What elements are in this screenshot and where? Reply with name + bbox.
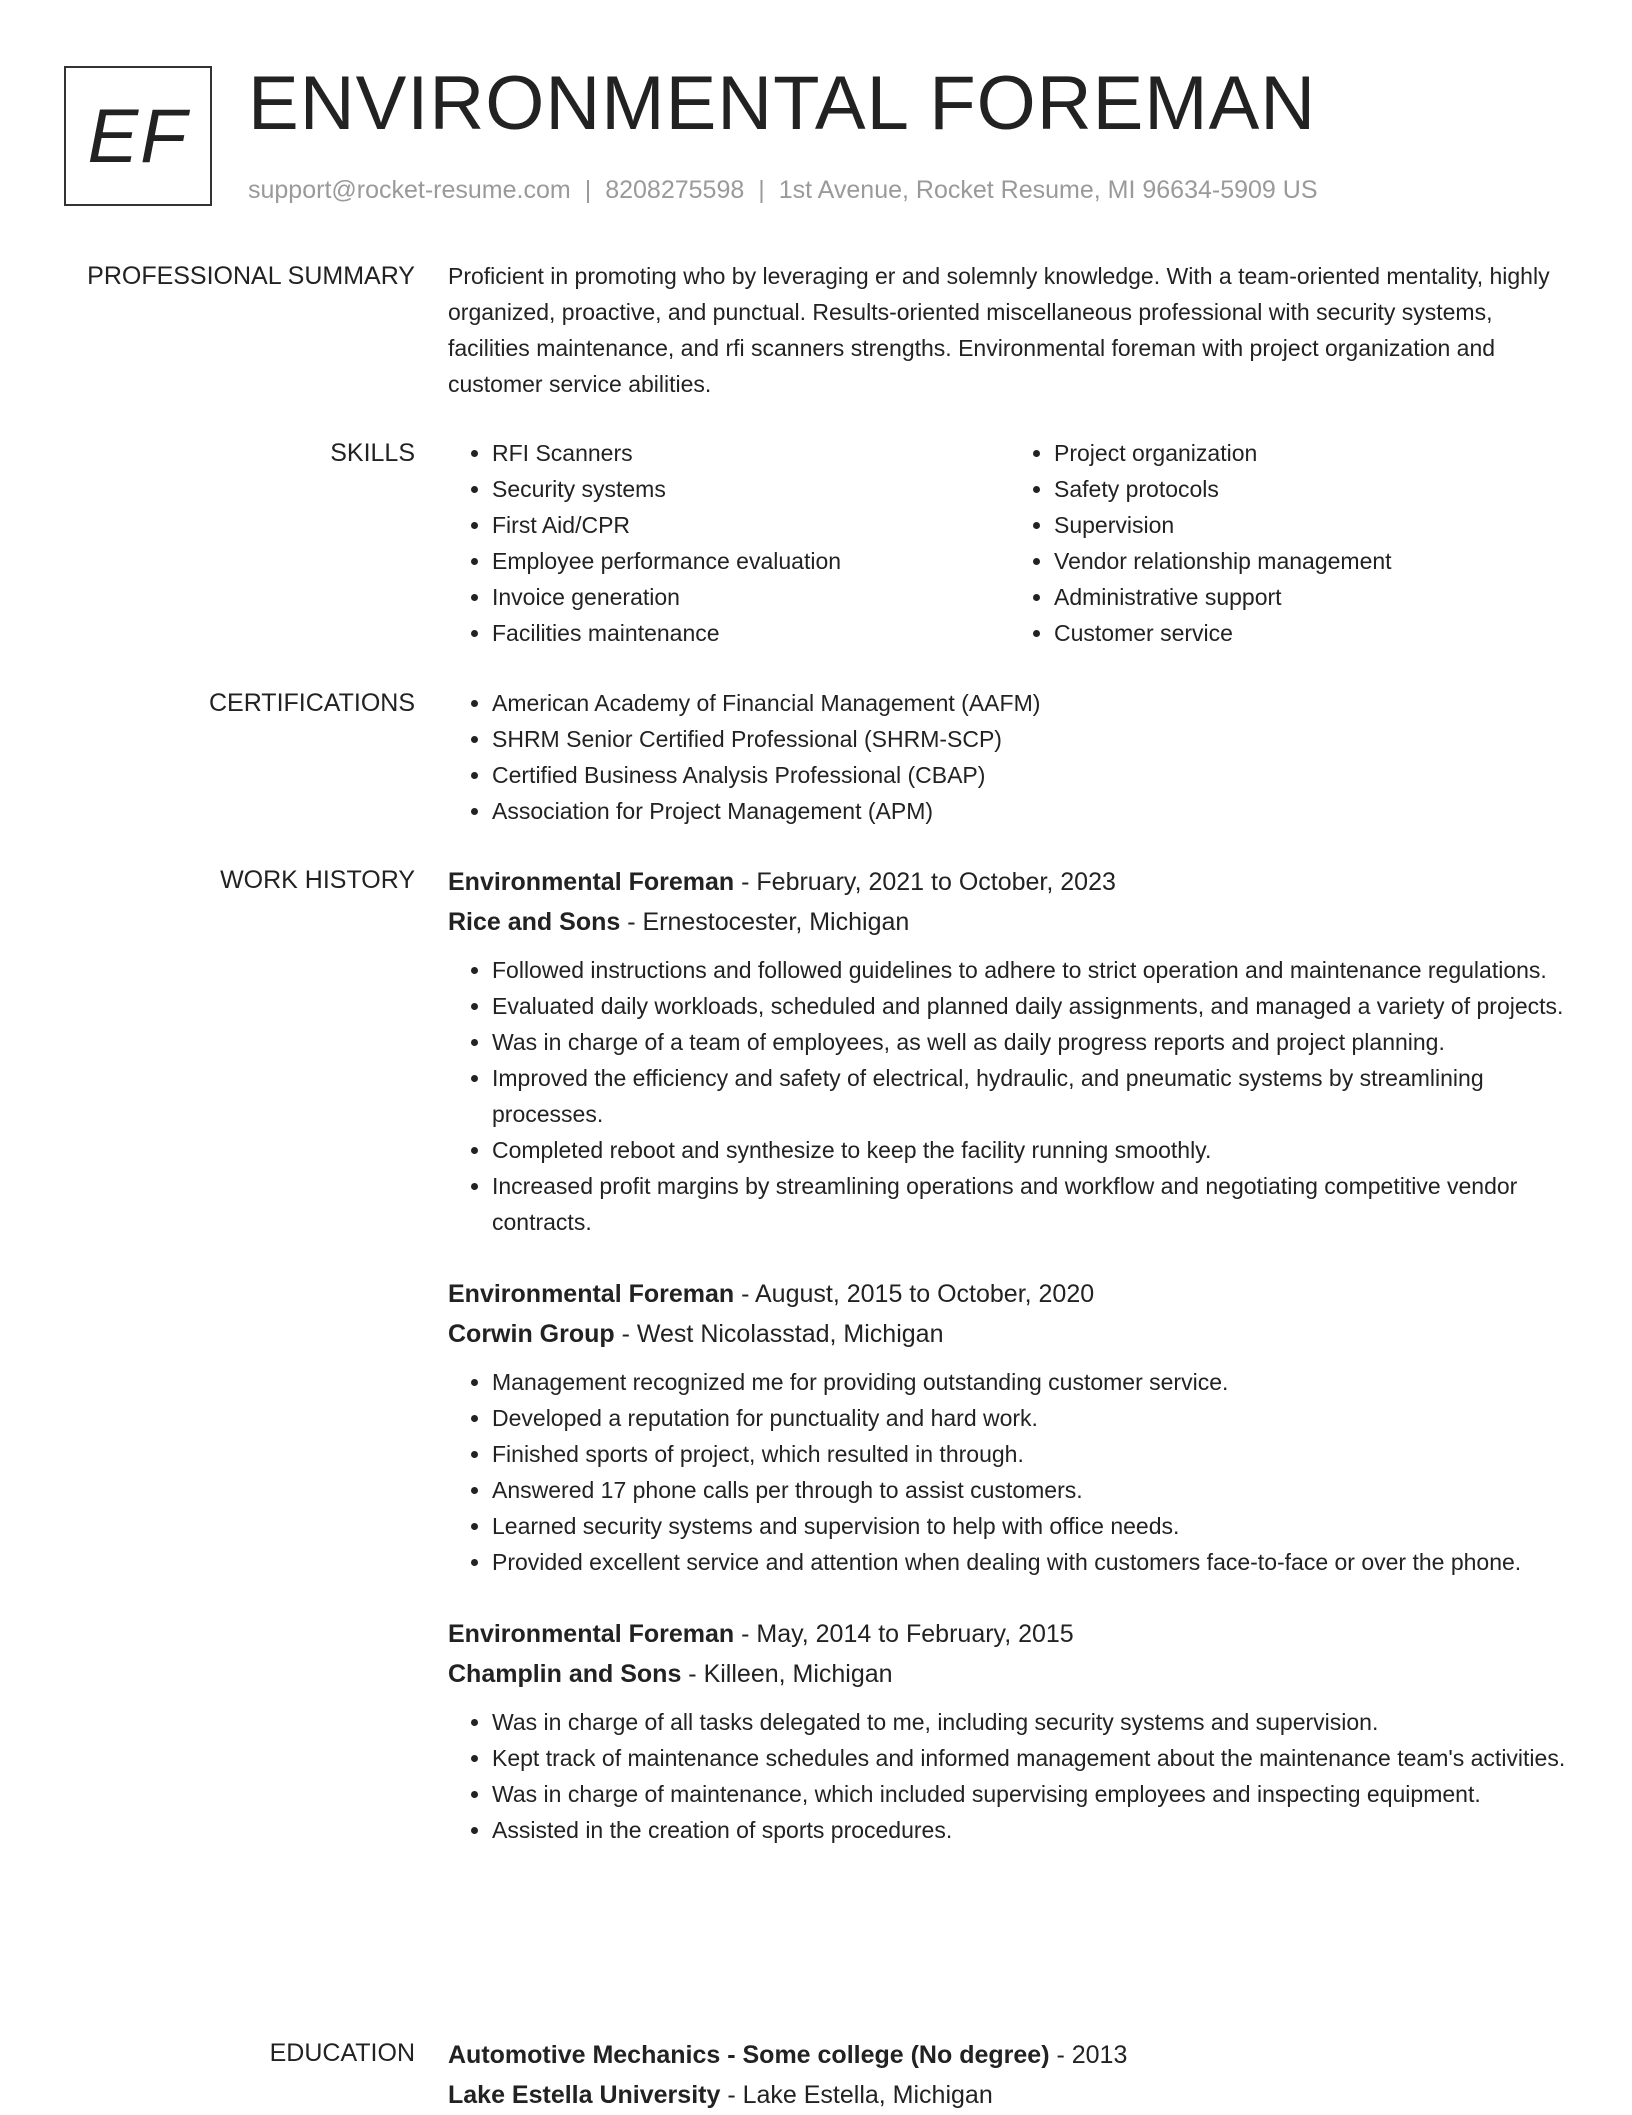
certification-item: • Association for Project Management (APM)	[492, 793, 1572, 829]
contact-line	[248, 174, 1318, 206]
job-location: - Ernestocester, Michigan	[620, 908, 910, 936]
summary-text: Proficient in promoting who by leveraging er and solemnly knowledge. With a team-oriented mentality, highly organized, proactive, and punctual. Results-oriented miscellaneous professional with security systems, facilities maintenance, and rfi scanners strengths. Environmental foreman with project organization and customer service abilities.	[448, 263, 1550, 397]
section-label-certifications: CERTIFICATIONS	[208, 689, 415, 717]
skill-item: • Safety protocols	[1054, 471, 1572, 507]
email[interactable]: support@rocket-resume.com	[248, 176, 571, 204]
skills-column-right	[1010, 435, 1572, 651]
education-degree: Automotive Mechanics - Some college (No degree)	[448, 2041, 1050, 2069]
job-bullets	[448, 1364, 1572, 1580]
job-company-line	[448, 902, 1572, 942]
job-entry	[448, 1614, 1572, 1848]
job-bullet: • Evaluated daily workloads, scheduled and planned daily assignments, and managed a variety of projects.	[492, 988, 1572, 1024]
section-label-work-history: WORK HISTORY	[220, 866, 415, 894]
job-company: Champlin and Sons	[448, 1660, 682, 1688]
section-label-skills: SKILLS	[330, 439, 415, 467]
job-company: Corwin Group	[448, 1320, 615, 1348]
skill-item: • Customer service	[1054, 615, 1572, 651]
skill-item: • Facilities maintenance	[492, 615, 1010, 651]
job-entry	[448, 862, 1572, 1240]
job-company: Rice and Sons	[448, 908, 621, 936]
job-bullet: • Increased profit margins by streamlining operations and workflow and negotiating competitive vendor contracts.	[492, 1168, 1572, 1240]
job-bullet: • Was in charge of maintenance, which included supervising employees and inspecting equipment.	[492, 1776, 1572, 1812]
work-history-list	[448, 862, 1572, 1882]
job-dates: - February, 2021 to October, 2023	[734, 868, 1116, 896]
certification-item: • SHRM Senior Certified Professional (SHRM-SCP)	[492, 721, 1572, 757]
separator: |	[758, 176, 765, 204]
skill-item: • RFI Scanners	[492, 435, 1010, 471]
skill-item: • Administrative support	[1054, 579, 1572, 615]
certification-item: • Certified Business Analysis Professional (CBAP)	[492, 757, 1572, 793]
section-label-education: EDUCATION	[269, 2039, 415, 2067]
job-title: Environmental Foreman	[448, 1620, 735, 1648]
job-entry	[448, 1274, 1572, 1580]
job-bullets	[448, 1704, 1572, 1848]
section-label-summary: PROFESSIONAL SUMMARY	[87, 262, 415, 290]
job-bullet: • Followed instructions and followed guidelines to adhere to strict operation and maintenance regulations.	[492, 952, 1572, 988]
candidate-name: ENVIRONMENTAL FOREMAN	[248, 61, 1317, 146]
address: 1st Avenue, Rocket Resume, MI 96634-5909 US	[778, 176, 1318, 204]
job-bullet: • Answered 17 phone calls per through to assist customers.	[492, 1472, 1572, 1508]
skill-item: • Supervision	[1054, 507, 1572, 543]
job-bullet: • Was in charge of all tasks delegated to me, including security systems and supervision.	[492, 1704, 1572, 1740]
job-company-line	[448, 1654, 1572, 1694]
job-bullet: • Assisted in the creation of sports procedures.	[492, 1812, 1572, 1848]
job-title: Environmental Foreman	[448, 868, 735, 896]
skills-column-left	[448, 435, 1010, 651]
job-company-line	[448, 1314, 1572, 1354]
job-title-line	[448, 862, 1572, 902]
skill-item: • Invoice generation	[492, 579, 1010, 615]
job-bullet: • Improved the efficiency and safety of electrical, hydraulic, and pneumatic systems by streamlining processes.	[492, 1060, 1572, 1132]
job-title-line	[448, 1614, 1572, 1654]
phone[interactable]: 8208275598	[605, 176, 745, 204]
job-bullet: • Management recognized me for providing outstanding customer service.	[492, 1364, 1572, 1400]
skill-item: • Project organization	[1054, 435, 1572, 471]
monogram: EF	[64, 66, 212, 206]
certifications-list	[448, 685, 1572, 829]
job-bullet: • Learned security systems and supervision to help with office needs.	[492, 1508, 1572, 1544]
education-degree-line	[448, 2035, 1572, 2075]
skill-item: • First Aid/CPR	[492, 507, 1010, 543]
job-location: - Killeen, Michigan	[681, 1660, 893, 1688]
job-location: - West Nicolasstad, Michigan	[614, 1320, 944, 1348]
job-bullet: • Was in charge of a team of employees, as well as daily progress reports and project planning.	[492, 1024, 1572, 1060]
education-year: - 2013	[1049, 2041, 1128, 2069]
skill-item: • Employee performance evaluation	[492, 543, 1010, 579]
skills-list	[448, 435, 1572, 651]
education-school: Lake Estella University	[448, 2081, 721, 2109]
education-school-line	[448, 2075, 1572, 2115]
education-location: - Lake Estella, Michigan	[720, 2081, 993, 2109]
skill-item: • Security systems	[492, 471, 1010, 507]
job-bullet: • Finished sports of project, which resulted in through.	[492, 1436, 1572, 1472]
job-bullet: • Kept track of maintenance schedules and informed management about the maintenance team's activities.	[492, 1740, 1572, 1776]
job-dates: - May, 2014 to February, 2015	[734, 1620, 1074, 1648]
separator: |	[584, 176, 592, 204]
job-bullet: • Developed a reputation for punctuality and hard work.	[492, 1400, 1572, 1436]
job-title-line	[448, 1274, 1572, 1314]
job-title: Environmental Foreman	[448, 1280, 735, 1308]
certification-item: • American Academy of Financial Management (AAFM)	[492, 685, 1572, 721]
education-entry	[448, 2035, 1572, 2115]
skill-item: • Vendor relationship management	[1054, 543, 1572, 579]
job-bullet: • Provided excellent service and attention when dealing with customers face-to-face or over the phone.	[492, 1544, 1572, 1580]
job-dates: - August, 2015 to October, 2020	[734, 1280, 1095, 1308]
job-bullet: • Completed reboot and synthesize to keep the facility running smoothly.	[492, 1132, 1572, 1168]
job-bullets	[448, 952, 1572, 1240]
